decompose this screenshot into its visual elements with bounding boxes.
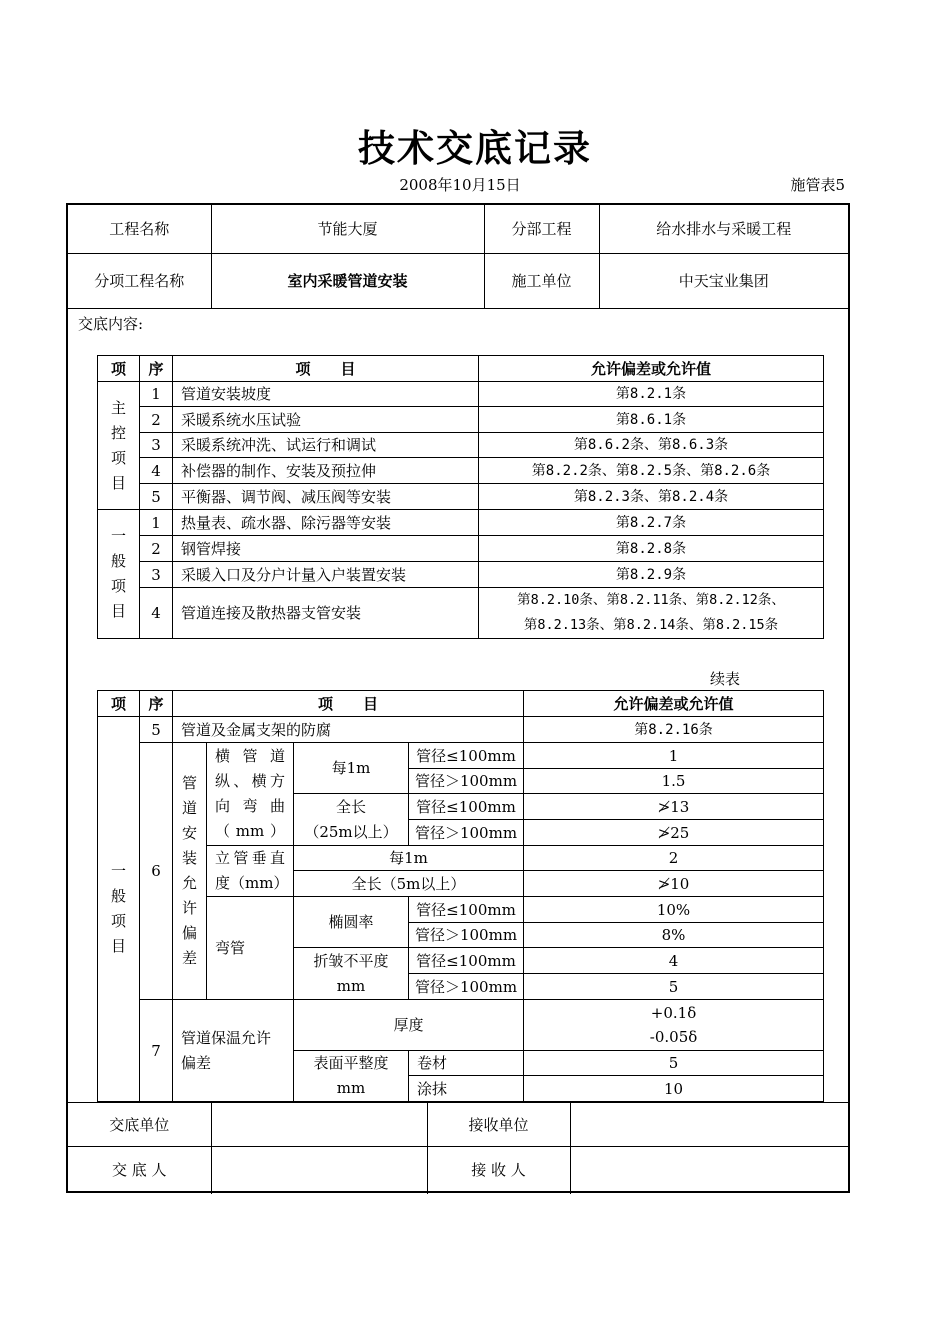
issuer-unit-label: 交底单位 xyxy=(68,1103,211,1147)
receiver-unit-label: 接收单位 xyxy=(427,1103,570,1147)
table-row-item: 管道及金属支架的防腐 xyxy=(173,717,524,743)
value-cell: 2 xyxy=(524,846,824,871)
thickness-value-line-2: -0.05δ xyxy=(649,1028,698,1046)
table-row-item: 管道安装坡度 xyxy=(173,382,479,407)
table-row-item: 管道连接及散热器支管安装 xyxy=(173,588,479,639)
value-cell: 5 xyxy=(524,1051,824,1076)
table-row-value: 第8.2.16条 xyxy=(524,717,824,743)
table-row-value: 第8.2.7条 xyxy=(479,510,824,536)
value-cell: 10 xyxy=(524,1076,824,1102)
table-row-seq: 7 xyxy=(140,1000,173,1102)
col-header-value: 允许偏差或允许值 xyxy=(479,356,824,382)
table-row-seq: 6 xyxy=(140,743,173,1000)
thickness-label: 厚度 xyxy=(294,1000,524,1051)
wrinkle-label xyxy=(294,948,409,1000)
per-1m-label: 每1m xyxy=(294,743,409,794)
value-cell: ≯13 xyxy=(524,794,824,820)
dn-le-100: 管径≤100mm xyxy=(409,743,524,769)
full-length-label xyxy=(294,794,409,846)
flatness-line-2: mm xyxy=(336,1079,366,1097)
issuer-unit-field[interactable] xyxy=(211,1103,427,1147)
signature-table xyxy=(68,1102,848,1194)
value-line-1: 第8.2.10条、第8.2.11条、第8.2.12条、 xyxy=(517,592,785,608)
flatness-line-1: 表面平整度 xyxy=(313,1054,389,1072)
table-row-seq: 2 xyxy=(140,407,173,433)
unit-label: 施工单位 xyxy=(484,253,599,308)
col-header-cat: 项 xyxy=(98,356,140,382)
vert-full-length-label: 全长（5m以上） xyxy=(294,871,524,897)
value-cell: ≯25 xyxy=(524,820,824,846)
table-row-seq: 1 xyxy=(140,510,173,536)
table-row-seq: 5 xyxy=(140,717,173,743)
table-row-seq: 5 xyxy=(140,484,173,510)
value-cell: 1.5 xyxy=(524,769,824,794)
col-header-item: 项 目 xyxy=(173,691,524,717)
table-row-value: 第8.2.9条 xyxy=(479,562,824,588)
table-row-seq: 3 xyxy=(140,562,173,588)
project-name-label: 工程名称 xyxy=(68,205,211,253)
receiver-label: 接 收 人 xyxy=(427,1147,570,1194)
table-row-value: 第8.2.8条 xyxy=(479,536,824,562)
category-general: 一般项目 xyxy=(98,510,140,639)
header-table xyxy=(68,205,848,309)
table-row-value xyxy=(479,588,824,639)
col-header-item: 项 目 xyxy=(173,356,479,382)
vertical-pipe-label: 立管垂直度（mm） xyxy=(207,846,294,897)
record-date: 2008年10月15日 xyxy=(399,176,521,194)
value-cell: 5 xyxy=(524,974,824,1000)
wrinkle-line-2: mm xyxy=(336,976,366,995)
receiver-unit-field[interactable] xyxy=(570,1103,848,1147)
content-label: 交底内容: xyxy=(78,315,144,333)
value-cell: 1 xyxy=(524,743,824,769)
dn-le-100: 管径≤100mm xyxy=(409,897,524,923)
table-row-value: 第8.2.2条、第8.2.5条、第8.2.6条 xyxy=(479,458,824,484)
table-row-item: 热量表、疏水器、除污器等安装 xyxy=(173,510,479,536)
table-row-seq: 3 xyxy=(140,433,173,458)
table-row-item: 采暖入口及分户计量入户装置安装 xyxy=(173,562,479,588)
smear-label: 涂抹 xyxy=(409,1076,524,1102)
subitem-label: 分项工程名称 xyxy=(68,253,211,308)
value-cell: 8% xyxy=(524,923,824,948)
division-value: 给水排水与采暖工程 xyxy=(599,205,848,253)
bend-label: 弯管 xyxy=(207,897,294,1000)
division-label: 分部工程 xyxy=(484,205,599,253)
subitem-value: 室内采暖管道安装 xyxy=(211,253,484,308)
form-number: 施管表5 xyxy=(790,176,845,194)
general-items-table xyxy=(97,690,824,1102)
page-title: 技术交底记录 xyxy=(358,127,592,170)
thickness-value-line-1: +0.1δ xyxy=(650,1004,697,1022)
value-cell: 4 xyxy=(524,948,824,974)
roll-label: 卷材 xyxy=(409,1051,524,1076)
pipe-install-group: 管道安装允许偏差 xyxy=(173,743,207,1000)
ovality-label: 椭圆率 xyxy=(294,897,409,948)
table-row-item: 补偿器的制作、安装及预拉伸 xyxy=(173,458,479,484)
project-name-value: 节能大厦 xyxy=(211,205,484,253)
col-header-seq: 序 xyxy=(140,691,173,717)
table-row-seq: 2 xyxy=(140,536,173,562)
table-row-value: 第8.6.1条 xyxy=(479,407,824,433)
horizontal-pipe-label: 横管道纵、横方向弯曲（mm） xyxy=(207,743,294,846)
dn-gt-100: 管径＞100mm xyxy=(409,923,524,948)
table-row-seq: 4 xyxy=(140,458,173,484)
table-row-seq: 1 xyxy=(140,382,173,407)
thickness-value xyxy=(524,1000,824,1051)
value-line-2: 第8.2.13条、第8.2.14条、第8.2.15条 xyxy=(523,617,779,633)
dn-gt-100: 管径＞100mm xyxy=(409,974,524,1000)
dn-le-100: 管径≤100mm xyxy=(409,794,524,820)
receiver-field[interactable] xyxy=(570,1147,848,1194)
dn-gt-100: 管径＞100mm xyxy=(409,820,524,846)
flatness-label xyxy=(294,1051,409,1102)
col-header-seq: 序 xyxy=(140,356,173,382)
wrinkle-line-1: 折皱不平度 xyxy=(313,951,389,970)
unit-value: 中天宝业集团 xyxy=(599,253,848,308)
table-row-value: 第8.2.3条、第8.2.4条 xyxy=(479,484,824,510)
category-general: 一般项目 xyxy=(98,717,140,1102)
vert-per-1m-label: 每1m xyxy=(294,846,524,871)
insulation-label: 管道保温允许偏差 xyxy=(173,1000,294,1102)
value-cell: ≯10 xyxy=(524,871,824,897)
col-header-value: 允许偏差或允许值 xyxy=(524,691,824,717)
table-row-value: 第8.6.2条、第8.6.3条 xyxy=(479,433,824,458)
table-row-item: 采暖系统水压试验 xyxy=(173,407,479,433)
table-row-seq: 4 xyxy=(140,588,173,639)
full-length-line-1: 全长 xyxy=(335,797,366,816)
dn-gt-100: 管径＞100mm xyxy=(409,769,524,794)
record-frame xyxy=(66,203,850,1193)
continued-label: 续表 xyxy=(710,670,741,688)
col-header-cat: 项 xyxy=(98,691,140,717)
full-length-line-2: （25m以上） xyxy=(304,822,398,841)
table-row-value: 第8.2.1条 xyxy=(479,382,824,407)
issuer-label: 交 底 人 xyxy=(68,1147,211,1194)
dn-le-100: 管径≤100mm xyxy=(409,948,524,974)
main-control-table xyxy=(97,355,824,639)
table-row-item: 平衡器、调节阀、减压阀等安装 xyxy=(173,484,479,510)
value-cell: 10% xyxy=(524,897,824,923)
table-row-item: 采暖系统冲洗、试运行和调试 xyxy=(173,433,479,458)
table-row-item: 钢管焊接 xyxy=(173,536,479,562)
category-main-control: 主控项目 xyxy=(98,382,140,510)
issuer-field[interactable] xyxy=(211,1147,427,1194)
